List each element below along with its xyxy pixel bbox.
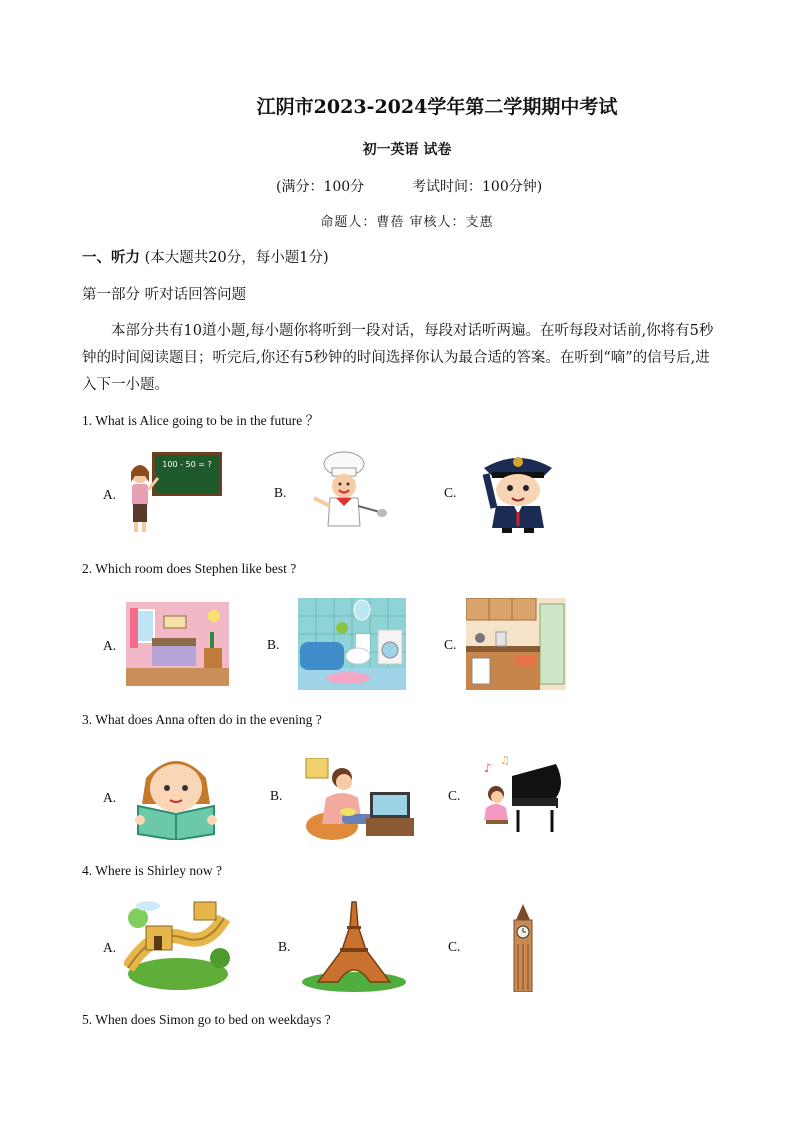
- great-wall-image: [124, 898, 230, 990]
- question-4: 4. Where is Shirley now ?: [82, 863, 222, 878]
- reading-image: [126, 748, 226, 840]
- instructions-paragraph: 本部分共有10道小题,每小题你将听到一段对话，每段对话听两遍。在听每段对话前,你将有5秒钟的时间阅读题目；听完后,你还有5秒钟的时间选择你认为最合适的答案。在听到“嘀”的信号后,进入下一小题。: [82, 323, 714, 393]
- exam-time: 考试时间：100分钟): [412, 179, 543, 195]
- q4-option-a[interactable]: A.: [103, 940, 117, 955]
- cook-image: [300, 450, 388, 532]
- section-title: 一、听力: [82, 249, 140, 266]
- question-5: 5. When does Simon go to bed on weekdays ?: [82, 1012, 331, 1027]
- authors-line: 命题人：曹蓓 审核人：支惠: [320, 215, 494, 230]
- full-score: (满分：100分: [276, 179, 365, 195]
- q3-option-c[interactable]: C.: [448, 788, 461, 803]
- q1-option-b[interactable]: B.: [274, 485, 287, 500]
- section-heading: [82, 246, 329, 267]
- board-equation: 100 - 50 = ?: [162, 460, 212, 469]
- q4-option-b[interactable]: B.: [278, 939, 291, 954]
- eiffel-tower-image: [300, 898, 408, 992]
- q3-option-b[interactable]: B.: [270, 788, 283, 803]
- svg-text:♫: ♫: [500, 754, 510, 767]
- police-image: [474, 448, 562, 534]
- bedroom-image: [126, 602, 229, 686]
- q2-option-b[interactable]: B.: [267, 637, 280, 652]
- q1-option-a[interactable]: A.: [103, 487, 117, 502]
- watching-tv-image: [302, 758, 416, 844]
- question-3: 3. What does Anna often do in the evening ?: [82, 712, 322, 727]
- kitchen-image: [466, 598, 566, 690]
- q2-option-a[interactable]: A.: [103, 638, 117, 653]
- section-note: (本大题共20分，每小题1分): [144, 250, 329, 266]
- teacher-image: [122, 448, 224, 534]
- big-ben-image: [508, 904, 538, 992]
- q3-option-a[interactable]: A.: [103, 790, 117, 805]
- exam-title: 江阴市2023-2024学年第二学期期中考试: [256, 96, 618, 118]
- question-1: 1. What is Alice going to be in the future ？: [82, 413, 320, 428]
- piano-image: [476, 754, 566, 836]
- q4-option-c[interactable]: C.: [448, 939, 461, 954]
- q1-option-c[interactable]: C.: [444, 485, 457, 500]
- bathroom-image: [298, 598, 406, 690]
- q2-option-c[interactable]: C.: [444, 637, 457, 652]
- exam-subtitle: 初一英语 试卷: [362, 142, 452, 158]
- question-2: 2. Which room does Stephen like best ?: [82, 561, 297, 576]
- svg-text:♪: ♪: [484, 761, 492, 775]
- part-heading: 第一部分 听对话回答问题: [82, 287, 247, 303]
